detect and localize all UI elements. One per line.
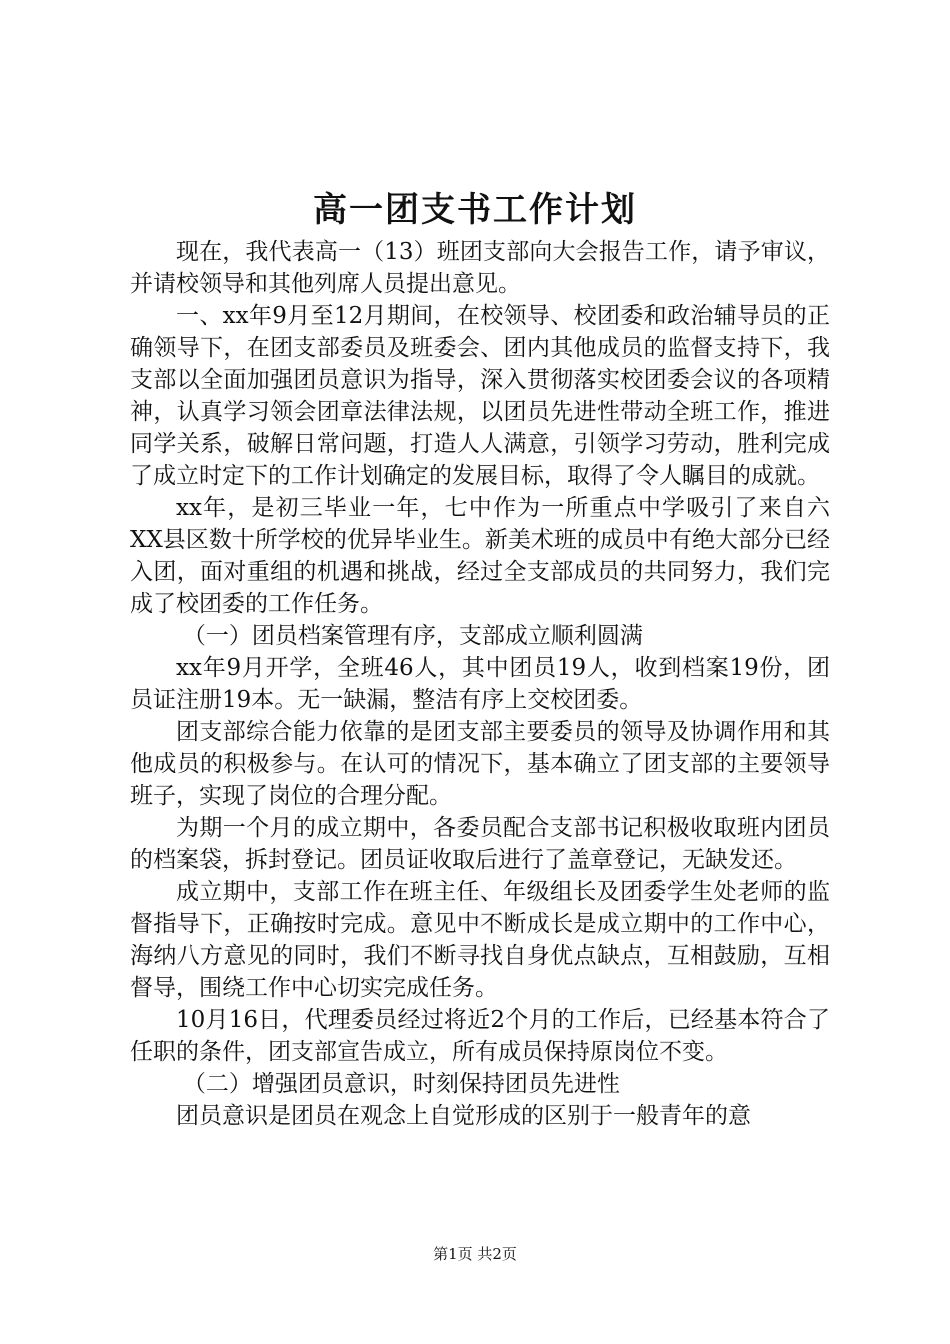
page-number-footer: 第1页 共2页 [433,1245,517,1263]
paragraph: 成立期中，支部工作在班主任、年级组长及团委学生处老师的监督指导下，正确按时完成。意见中不断成长是成立期中的工作中心，海纳八方意见的同时，我们不断寻找自身优点缺点，互相鼓励，互相督导，围绕工作中心切实完成任务。 [130,879,830,1001]
paragraph: xx年9月开学，全班46人，其中团员19人，收到档案19份，团员证注册19本。无一缺漏，整洁有序上交校团委。 [130,655,830,713]
section-heading: （二）增强团员意识，时刻保持团员先进性 [182,1071,620,1097]
paragraph: xx年，是初三毕业一年，七中作为一所重点中学吸引了来自六XX县区数十所学校的优异毕业生。新美术班的成员中有绝大部分已经入团，面对重组的机遇和挑战，经过全支部成员的共同努力，我们完成了校团委的工作任务。 [130,495,830,617]
document-title: 高一团支书工作计划 [313,190,637,230]
paragraph: 现在，我代表高一（13）班团支部向大会报告工作，请予审议，并请校领导和其他列席人员提出意见。 [130,239,830,297]
document-body [130,236,830,1132]
paragraph: 一、xx年9月至12月期间，在校领导、校团委和政治辅导员的正确领导下，在团支部委员及班委会、团内其他成员的监督支持下，我支部以全面加强团员意识为指导，深入贯彻落实校团委会议的各项精神，认真学习领会团章法律法规，以团员先进性带动全班工作，推进同学关系，破解日常问题，打造人人满意，引领学习劳动，胜利完成了成立时定下的工作计划确定的发展目标，取得了令人瞩目的成就。 [130,303,830,489]
paragraph: 团支部综合能力依靠的是团支部主要委员的领导及协调作用和其他成员的积极参与。在认可的情况下，基本确立了团支部的主要领导班子，实现了岗位的合理分配。 [130,719,830,809]
paragraph: 团员意识是团员在观念上自觉形成的区别于一般青年的意 [176,1103,751,1129]
paragraph: 10月16日，代理委员经过将近2个月的工作后，已经基本符合了任职的条件，团支部宣告成立，所有成员保持原岗位不变。 [130,1007,830,1065]
paragraph: 为期一个月的成立期中，各委员配合支部书记积极收取班内团员的档案袋，拆封登记。团员证收取后进行了盖章登记，无缺发还。 [130,815,830,873]
section-heading: （一）团员档案管理有序，支部成立顺利圆满 [182,623,643,649]
